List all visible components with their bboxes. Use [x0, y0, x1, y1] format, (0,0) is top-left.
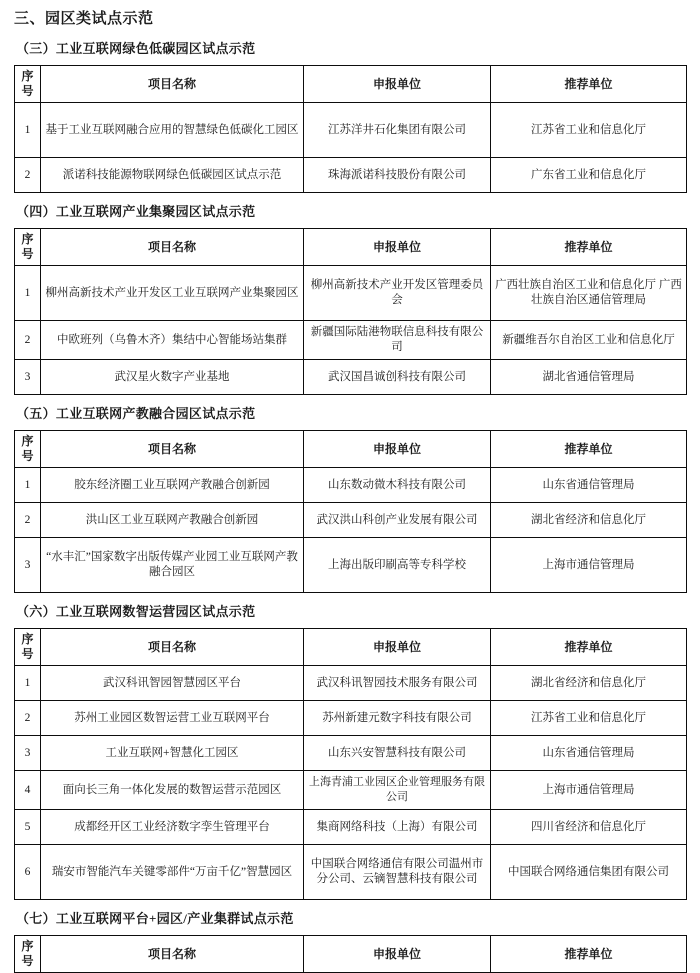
col-header-recommender: 推荐单位 [491, 936, 687, 973]
table-header-row [15, 629, 687, 666]
table-row [15, 321, 687, 360]
table-row [15, 158, 687, 193]
table-header-row [15, 66, 687, 103]
subsection-heading-3: （三）工业互联网绿色低碳园区试点示范 [16, 41, 256, 56]
cell-project-name: 武汉星火数字产业基地 [41, 360, 304, 395]
table-header-row [15, 431, 687, 468]
cell-applicant: 中国联合网络通信有限公司温州市分公司、云镝智慧科技有限公司 [304, 845, 491, 900]
cell-index: 1 [15, 666, 41, 701]
cell-applicant: 苏州新建元数字科技有限公司 [304, 701, 491, 736]
cell-project-name: 工业互联网+智慧化工园区 [41, 736, 304, 771]
cell-recommender: 上海市通信管理局 [491, 538, 687, 593]
table-row [15, 103, 687, 158]
section-block-7 [0, 900, 700, 973]
cell-index: 5 [15, 810, 41, 845]
cell-applicant: 珠海派诺科技股份有限公司 [304, 158, 491, 193]
cell-recommender: 湖北省经济和信息化厅 [491, 503, 687, 538]
cell-project-name: 胶东经济圈工业互联网产教融合创新园 [41, 468, 304, 503]
cell-index: 3 [15, 736, 41, 771]
subsection-heading-4: （四）工业互联网产业集聚园区试点示范 [16, 204, 256, 219]
cell-applicant: 柳州高新技术产业开发区管理委员会 [304, 266, 491, 321]
table-block-7 [14, 935, 687, 973]
cell-applicant: 上海出版印刷高等专科学校 [304, 538, 491, 593]
table-row [15, 266, 687, 321]
table-header-row [15, 936, 687, 973]
cell-index: 3 [15, 538, 41, 593]
cell-project-name: 瑞安市智能汽车关键零部件“万亩千亿”智慧园区 [41, 845, 304, 900]
document-page [0, 8, 700, 968]
col-header-index: 序号 [15, 229, 41, 266]
cell-index: 1 [15, 103, 41, 158]
cell-index: 2 [15, 321, 41, 360]
cell-index: 2 [15, 158, 41, 193]
table-row [15, 666, 687, 701]
cell-applicant: 上海青浦工业园区企业管理服务有限公司 [304, 771, 491, 810]
cell-recommender: 江苏省工业和信息化厅 [491, 701, 687, 736]
cell-index: 1 [15, 468, 41, 503]
cell-recommender: 湖北省通信管理局 [491, 360, 687, 395]
cell-index: 2 [15, 701, 41, 736]
cell-index: 1 [15, 266, 41, 321]
table-header-row [15, 229, 687, 266]
col-header-index: 序号 [15, 66, 41, 103]
cell-recommender: 广西壮族自治区工业和信息化厅 广西壮族自治区通信管理局 [491, 266, 687, 321]
cell-project-name: 中欧班列（乌鲁木齐）集结中心智能场站集群 [41, 321, 304, 360]
cell-recommender: 四川省经济和信息化厅 [491, 810, 687, 845]
cell-project-name: 苏州工业园区数智运营工业互联网平台 [41, 701, 304, 736]
table-row [15, 845, 687, 900]
table-row [15, 810, 687, 845]
col-header-applicant: 申报单位 [304, 229, 491, 266]
col-header-index: 序号 [15, 431, 41, 468]
table-row [15, 736, 687, 771]
subsection-heading-7: （七）工业互联网平台+园区/产业集群试点示范 [16, 911, 294, 926]
cell-recommender: 山东省通信管理局 [491, 468, 687, 503]
cell-applicant: 武汉国昌诚创科技有限公司 [304, 360, 491, 395]
cell-project-name: 洪山区工业互联网产教融合创新园 [41, 503, 304, 538]
col-header-recommender: 推荐单位 [491, 66, 687, 103]
cell-applicant: 山东兴安智慧科技有限公司 [304, 736, 491, 771]
col-header-project-name: 项目名称 [41, 431, 304, 468]
col-header-applicant: 申报单位 [304, 936, 491, 973]
cell-recommender: 中国联合网络通信集团有限公司 [491, 845, 687, 900]
table-block-4 [14, 228, 687, 395]
cell-index: 4 [15, 771, 41, 810]
col-header-project-name: 项目名称 [41, 936, 304, 973]
cell-recommender: 山东省通信管理局 [491, 736, 687, 771]
cell-applicant: 武汉洪山科创产业发展有限公司 [304, 503, 491, 538]
cell-recommender: 湖北省经济和信息化厅 [491, 666, 687, 701]
col-header-recommender: 推荐单位 [491, 629, 687, 666]
section-block-5 [0, 395, 700, 593]
table-block-3 [14, 65, 687, 193]
col-header-project-name: 项目名称 [41, 229, 304, 266]
page-title: 三、园区类试点示范 [14, 11, 154, 27]
col-header-index: 序号 [15, 936, 41, 973]
table-row [15, 360, 687, 395]
cell-recommender: 广东省工业和信息化厅 [491, 158, 687, 193]
col-header-index: 序号 [15, 629, 41, 666]
table-row [15, 701, 687, 736]
cell-project-name: 面向长三角一体化发展的数智运营示范园区 [41, 771, 304, 810]
col-header-project-name: 项目名称 [41, 66, 304, 103]
cell-index: 2 [15, 503, 41, 538]
table-block-5 [14, 430, 687, 593]
cell-applicant: 江苏洋井石化集团有限公司 [304, 103, 491, 158]
cell-project-name: 基于工业互联网融合应用的智慧绿色低碳化工园区 [41, 103, 304, 158]
cell-index: 6 [15, 845, 41, 900]
cell-recommender: 新疆维吾尔自治区工业和信息化厅 [491, 321, 687, 360]
col-header-applicant: 申报单位 [304, 431, 491, 468]
subsection-heading-6: （六）工业互联网数智运营园区试点示范 [16, 604, 256, 619]
section-block-3 [0, 30, 700, 193]
cell-recommender: 江苏省工业和信息化厅 [491, 103, 687, 158]
table-row [15, 468, 687, 503]
cell-project-name: 派诺科技能源物联网绿色低碳园区试点示范 [41, 158, 304, 193]
section-block-6 [0, 593, 700, 900]
cell-project-name: “水丰汇”国家数字出版传媒产业园工业互联网产教融合园区 [41, 538, 304, 593]
cell-applicant: 山东数动微木科技有限公司 [304, 468, 491, 503]
cell-index: 3 [15, 360, 41, 395]
cell-project-name: 成都经开区工业经济数字孪生管理平台 [41, 810, 304, 845]
cell-recommender: 上海市通信管理局 [491, 771, 687, 810]
cell-project-name: 柳州高新技术产业开发区工业互联网产业集聚园区 [41, 266, 304, 321]
col-header-recommender: 推荐单位 [491, 229, 687, 266]
col-header-project-name: 项目名称 [41, 629, 304, 666]
cell-project-name: 武汉科讯智园智慧园区平台 [41, 666, 304, 701]
col-header-applicant: 申报单位 [304, 66, 491, 103]
cell-applicant: 新疆国际陆港物联信息科技有限公司 [304, 321, 491, 360]
cell-applicant: 集商网络科技（上海）有限公司 [304, 810, 491, 845]
table-block-6 [14, 628, 687, 900]
table-row [15, 503, 687, 538]
table-row [15, 771, 687, 810]
section-block-4 [0, 193, 700, 395]
cell-applicant: 武汉科讯智园技术服务有限公司 [304, 666, 491, 701]
col-header-recommender: 推荐单位 [491, 431, 687, 468]
subsection-heading-5: （五）工业互联网产教融合园区试点示范 [16, 406, 256, 421]
col-header-applicant: 申报单位 [304, 629, 491, 666]
table-row [15, 538, 687, 593]
